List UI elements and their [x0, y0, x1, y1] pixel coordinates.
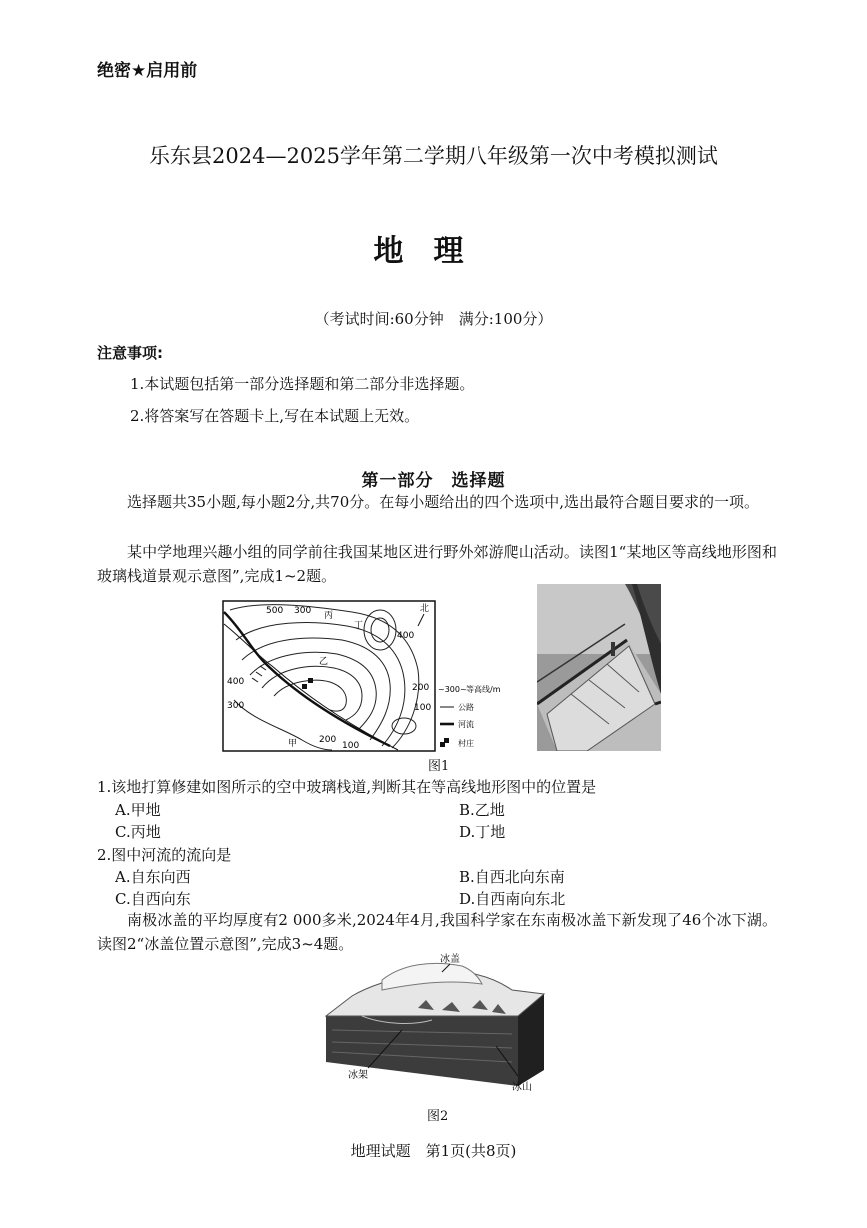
legend-text-road: 公路 [458, 703, 474, 712]
contour-label: 300 [227, 701, 245, 711]
question-2-option-c: C.自西向东 [115, 890, 191, 908]
place-label-jia: 甲 [288, 739, 298, 749]
label-ice-shelf: 冰架 [348, 1070, 368, 1081]
question-1-option-d: D.丁地 [459, 823, 506, 841]
page-footer: 地理试题 第1页(共8页) [350, 1142, 517, 1160]
secret-label: 绝密★启用前 [97, 61, 198, 81]
legend-symbol-contour: ~300~ [438, 685, 467, 694]
part-title: 第一部分 选择题 [361, 471, 506, 491]
contour-label: 400 [227, 677, 245, 687]
north-label: 北 [420, 604, 430, 614]
notice-item-2: 2.将答案写在答题卡上,写在本试题上无效。 [130, 407, 420, 425]
figure2-caption: 图2 [427, 1109, 449, 1124]
place-label-yi: 乙 [319, 657, 329, 667]
contour-label: 100 [414, 703, 432, 713]
contour-label: 500 [266, 606, 284, 616]
ice-sheet-diagram [322, 950, 547, 1100]
contour-label: 200 [412, 683, 430, 693]
exam-info: （考试时间:60分钟 满分:100分） [314, 310, 553, 328]
question-1-option-a: A.甲地 [115, 801, 161, 819]
place-label-ding: 丁 [354, 621, 364, 631]
question-1-option-c: C.丙地 [115, 823, 161, 841]
part-intro: 选择题共35小题,每小题2分,共70分。在每小题给出的四个选项中,选出最符合题目要求的一项。 [127, 493, 760, 511]
subject-title: 地理 [373, 234, 494, 269]
contour-label: 300 [294, 606, 312, 616]
glass-walkway-photo [537, 584, 661, 751]
exam-title: 乐东县2024—2025学年第二学期八年级第一次中考模拟测试 [149, 144, 718, 168]
passage-2: 南极冰盖的平均厚度有2 000多米,2024年4月,我国科学家在东南极冰盖下新发现了46个冰下湖。读图2“冰盖位置示意图”,完成3~4题。 [97, 911, 777, 953]
figure1-caption: 图1 [428, 759, 450, 774]
legend-text-river: 河流 [458, 720, 474, 729]
label-ice-sheet: 冰盖 [440, 954, 460, 965]
question-2-stem: 2.图中河流的流向是 [97, 846, 232, 864]
contour-label: 400 [397, 631, 415, 641]
place-label-bing: 丙 [324, 611, 334, 621]
label-iceberg: 冰山 [512, 1082, 532, 1093]
notice-heading: 注意事项: [97, 344, 163, 362]
question-2-option-b: B.自西北向东南 [459, 868, 565, 886]
figure1-intro: 某中学地理兴趣小组的同学前往我国某地区进行野外郊游爬山活动。读图1“某地区等高线地形图和玻璃栈道景观示意图”,完成1~2题。 [97, 543, 777, 585]
question-2-option-a: A.自东向西 [115, 868, 191, 886]
legend-text-village: 村庄 [458, 739, 474, 748]
contour-label: 100 [342, 741, 360, 751]
question-2-option-d: D.自西南向东北 [459, 890, 566, 908]
map-legend [438, 684, 501, 748]
legend-text-contour: 等高线/m [466, 685, 501, 694]
question-1-option-b: B.乙地 [459, 801, 505, 819]
contour-label: 200 [319, 735, 337, 745]
question-1-stem: 1.该地打算修建如图所示的空中玻璃栈道,判断其在等高线地形图中的位置是 [97, 778, 597, 796]
contour-map [222, 600, 512, 752]
notice-item-1: 1.本试题包括第一部分选择题和第二部分非选择题。 [130, 375, 475, 393]
